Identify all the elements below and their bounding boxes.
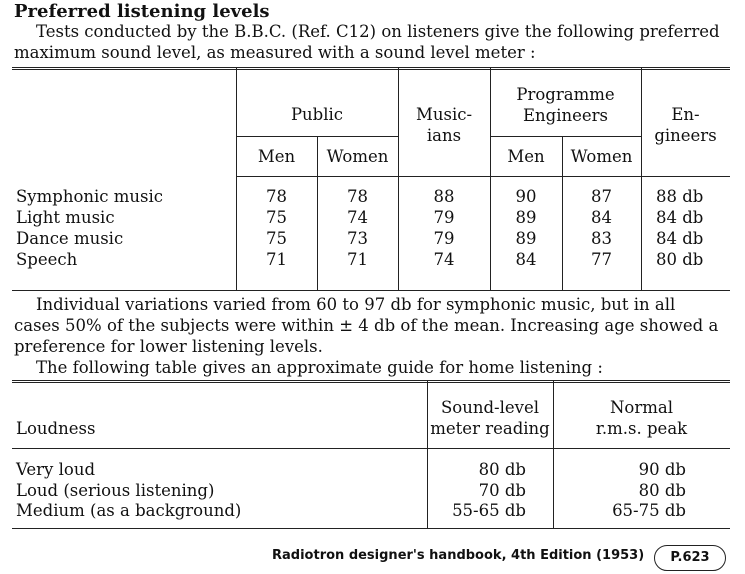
- cell-musicians: 79: [433, 208, 455, 227]
- cell-meter: 80 db: [478, 460, 526, 479]
- intro-paragraph: Tests conducted by the B.B.C. (Ref. C12) on listeners give the following preferred maximum sound level, as measured with a sound level meter :: [14, 22, 720, 62]
- table1-sub-rule: [236, 136, 398, 137]
- cell-peak: 90 db: [638, 460, 686, 479]
- cell-musicians: 88: [433, 187, 455, 206]
- cell-public-women: 71: [347, 250, 368, 269]
- table-row-label: Loud (serious listening): [16, 481, 215, 500]
- header-musicians-2: ians: [426, 126, 462, 145]
- cell-prog-women: 77: [591, 250, 612, 269]
- cell-engineers: 84 db: [656, 208, 704, 227]
- cell-prog-men: 84: [515, 250, 537, 269]
- table1-divider: [641, 68, 642, 290]
- section-title: Preferred listening levels: [14, 1, 270, 22]
- header-meter-2: meter reading: [430, 419, 550, 438]
- table1-sub-rule: [490, 136, 641, 137]
- header-programme-1: Programme: [516, 85, 615, 104]
- cell-public-men: 78: [266, 187, 287, 206]
- cell-musicians: 74: [433, 250, 455, 269]
- header-engineers-1: En-: [671, 105, 700, 124]
- page-number-badge: P.623: [654, 545, 726, 571]
- subheader-prog-men: Men: [507, 147, 545, 166]
- cell-prog-men: 90: [515, 187, 537, 206]
- cell-public-men: 71: [266, 250, 287, 269]
- table-row-label: Symphonic music: [16, 187, 164, 206]
- cell-musicians: 79: [433, 229, 455, 248]
- table1-top-rule: [12, 67, 730, 68]
- header-public: Public: [290, 105, 344, 124]
- header-engineers-2: gineers: [654, 126, 717, 145]
- table2-top-rule-2: [12, 382, 730, 383]
- cell-engineers: 80 db: [656, 250, 704, 269]
- table-row-label: Speech: [16, 250, 78, 269]
- header-meter-1: Sound-level: [440, 398, 540, 417]
- variation-paragraph: Individual variations varied from 60 to 97 db for symphonic music, but in all cases 50% of the subjects were within ± 4 db of the mean. Increasing age showed a preference for lower listening levels.: [14, 295, 719, 356]
- cell-public-women: 73: [347, 229, 368, 248]
- cell-public-men: 75: [266, 208, 287, 227]
- table1-top-rule-2: [12, 69, 730, 70]
- table2-bottom-rule: [12, 528, 730, 529]
- cell-peak: 80 db: [638, 481, 686, 500]
- cell-public-women: 74: [347, 208, 368, 227]
- cell-prog-women: 87: [591, 187, 612, 206]
- cell-meter: 55-65 db: [452, 501, 526, 520]
- subheader-public-men: Men: [257, 147, 296, 166]
- cell-public-women: 78: [347, 187, 368, 206]
- table-row-label: Light music: [16, 208, 115, 227]
- table2-top-rule: [12, 380, 730, 381]
- header-peak-1: Normal: [609, 398, 674, 417]
- cell-peak: 65-75 db: [612, 501, 686, 520]
- table-row-label: Very loud: [16, 460, 96, 479]
- cell-prog-men: 89: [515, 229, 537, 248]
- header-musicians-1: Music-: [415, 105, 473, 124]
- table1-bottom-rule: [12, 290, 730, 291]
- source-caption: Radiotron designer's handbook, 4th Edition (1953): [272, 548, 645, 563]
- cell-meter: 70 db: [478, 481, 526, 500]
- subheader-prog-women: Women: [570, 147, 633, 166]
- table2-header-rule: [12, 448, 730, 449]
- cell-engineers: 84 db: [656, 229, 704, 248]
- cell-prog-women: 83: [591, 229, 612, 248]
- table-row-label: Medium (as a background): [16, 501, 242, 520]
- table1-header-rule: [236, 176, 730, 177]
- subheader-public-women: Women: [326, 147, 389, 166]
- header-peak-2: r.m.s. peak: [595, 419, 688, 438]
- header-loudness: Loudness: [16, 419, 96, 438]
- cell-public-men: 75: [266, 229, 287, 248]
- cell-prog-women: 84: [591, 208, 612, 227]
- table-row-label: Dance music: [16, 229, 124, 248]
- guide-paragraph: The following table gives an approximate guide for home listening :: [36, 358, 603, 377]
- cell-prog-men: 89: [515, 208, 537, 227]
- header-programme-2: Engineers: [522, 106, 609, 125]
- cell-engineers: 88 db: [656, 187, 704, 206]
